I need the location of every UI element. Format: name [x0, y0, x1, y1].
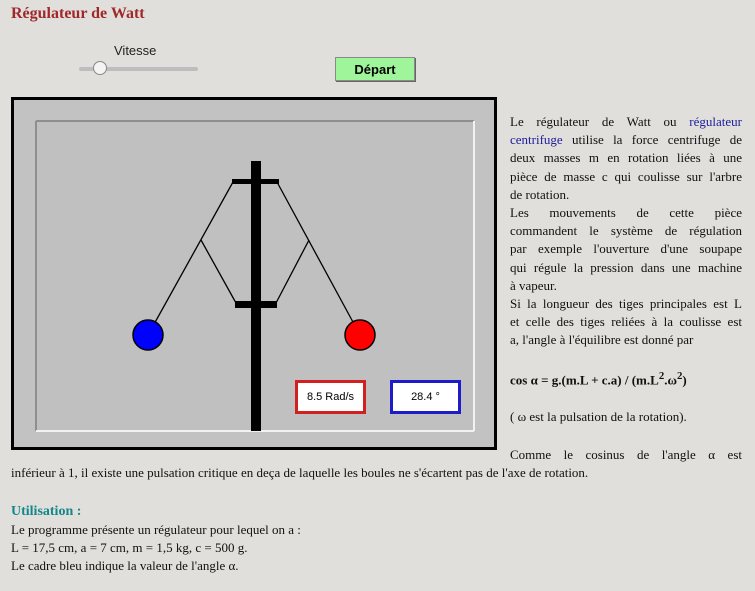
- right-flyball: [345, 320, 375, 350]
- cosinus-note-line-1: Comme le cosinus de l'angle α est: [510, 447, 742, 462]
- formula-omega: .ω: [664, 372, 677, 388]
- description-line: pièce de masse c qui coulisse sur l'arbre: [510, 168, 742, 184]
- description-line: commandent le système de régulation: [510, 223, 742, 239]
- description-line-1: [510, 113, 742, 131]
- description-intro: Le régulateur de Watt ou: [510, 114, 677, 129]
- description-line: par exemple l'ouverture d'une soupape: [510, 241, 742, 257]
- description-line: a, l'angle à l'équilibre est donné par: [510, 332, 694, 348]
- equilibrium-formula: [510, 370, 687, 388]
- speed-slider-thumb[interactable]: [93, 61, 107, 75]
- description-line: deux masses m en rotation liées à une: [510, 150, 742, 166]
- centrifuge-link-part1[interactable]: régulateur: [689, 114, 742, 129]
- formula-close: ): [682, 372, 687, 388]
- rotation-shaft: [251, 161, 261, 431]
- top-crossbar: [232, 179, 279, 184]
- description-line-2: [510, 131, 742, 149]
- formula-exponent-1: 2: [658, 370, 665, 382]
- description-line: de rotation.: [510, 186, 570, 202]
- start-button[interactable]: Départ: [335, 57, 415, 81]
- description-text: [510, 113, 742, 350]
- description-line: Les mouvements de cette pièce: [510, 205, 742, 221]
- description-intro-cont: utilise la force centrifuge de: [572, 132, 742, 148]
- sliding-sleeve: [235, 301, 277, 308]
- angle-readout: 28.4 °: [390, 380, 461, 414]
- simulation-canvas: [11, 97, 497, 450]
- description-line: Si la longueur des tiges principales est L: [510, 296, 742, 312]
- speed-readout: 8.5 Rad/s: [295, 380, 366, 414]
- formula-exponent-2: 2: [677, 370, 683, 382]
- usage-line: L = 17,5 cm, a = 7 cm, m = 1,5 kg, c = 500 g.: [11, 540, 248, 555]
- description-line: qui régule la pression dans une machine: [510, 259, 742, 275]
- formula-main: cos α = g.(m.L + c.a) / (m.L: [510, 372, 659, 388]
- page-title: Régulateur de Watt: [11, 5, 145, 22]
- description-line: à vapeur.: [510, 277, 557, 293]
- speed-label: Vitesse: [114, 43, 157, 58]
- pulsation-note: ( ω est la pulsation de la rotation).: [510, 409, 687, 424]
- usage-title: Utilisation :: [11, 504, 82, 519]
- cosinus-note-line-2: inférieur à 1, il existe une pulsation critique en deça de laquelle les boules ne s'écartent pas de l'axe de rotation.: [11, 465, 589, 480]
- usage-line: Le cadre bleu indique la valeur de l'angle α.: [11, 558, 239, 573]
- usage-line: Le programme présente un régulateur pour lequel on a :: [11, 522, 301, 537]
- description-line: et celle des tiges reliées à la coulisse est: [510, 314, 742, 330]
- left-flyball: [133, 320, 163, 350]
- centrifuge-link-part2[interactable]: centrifuge: [510, 132, 563, 148]
